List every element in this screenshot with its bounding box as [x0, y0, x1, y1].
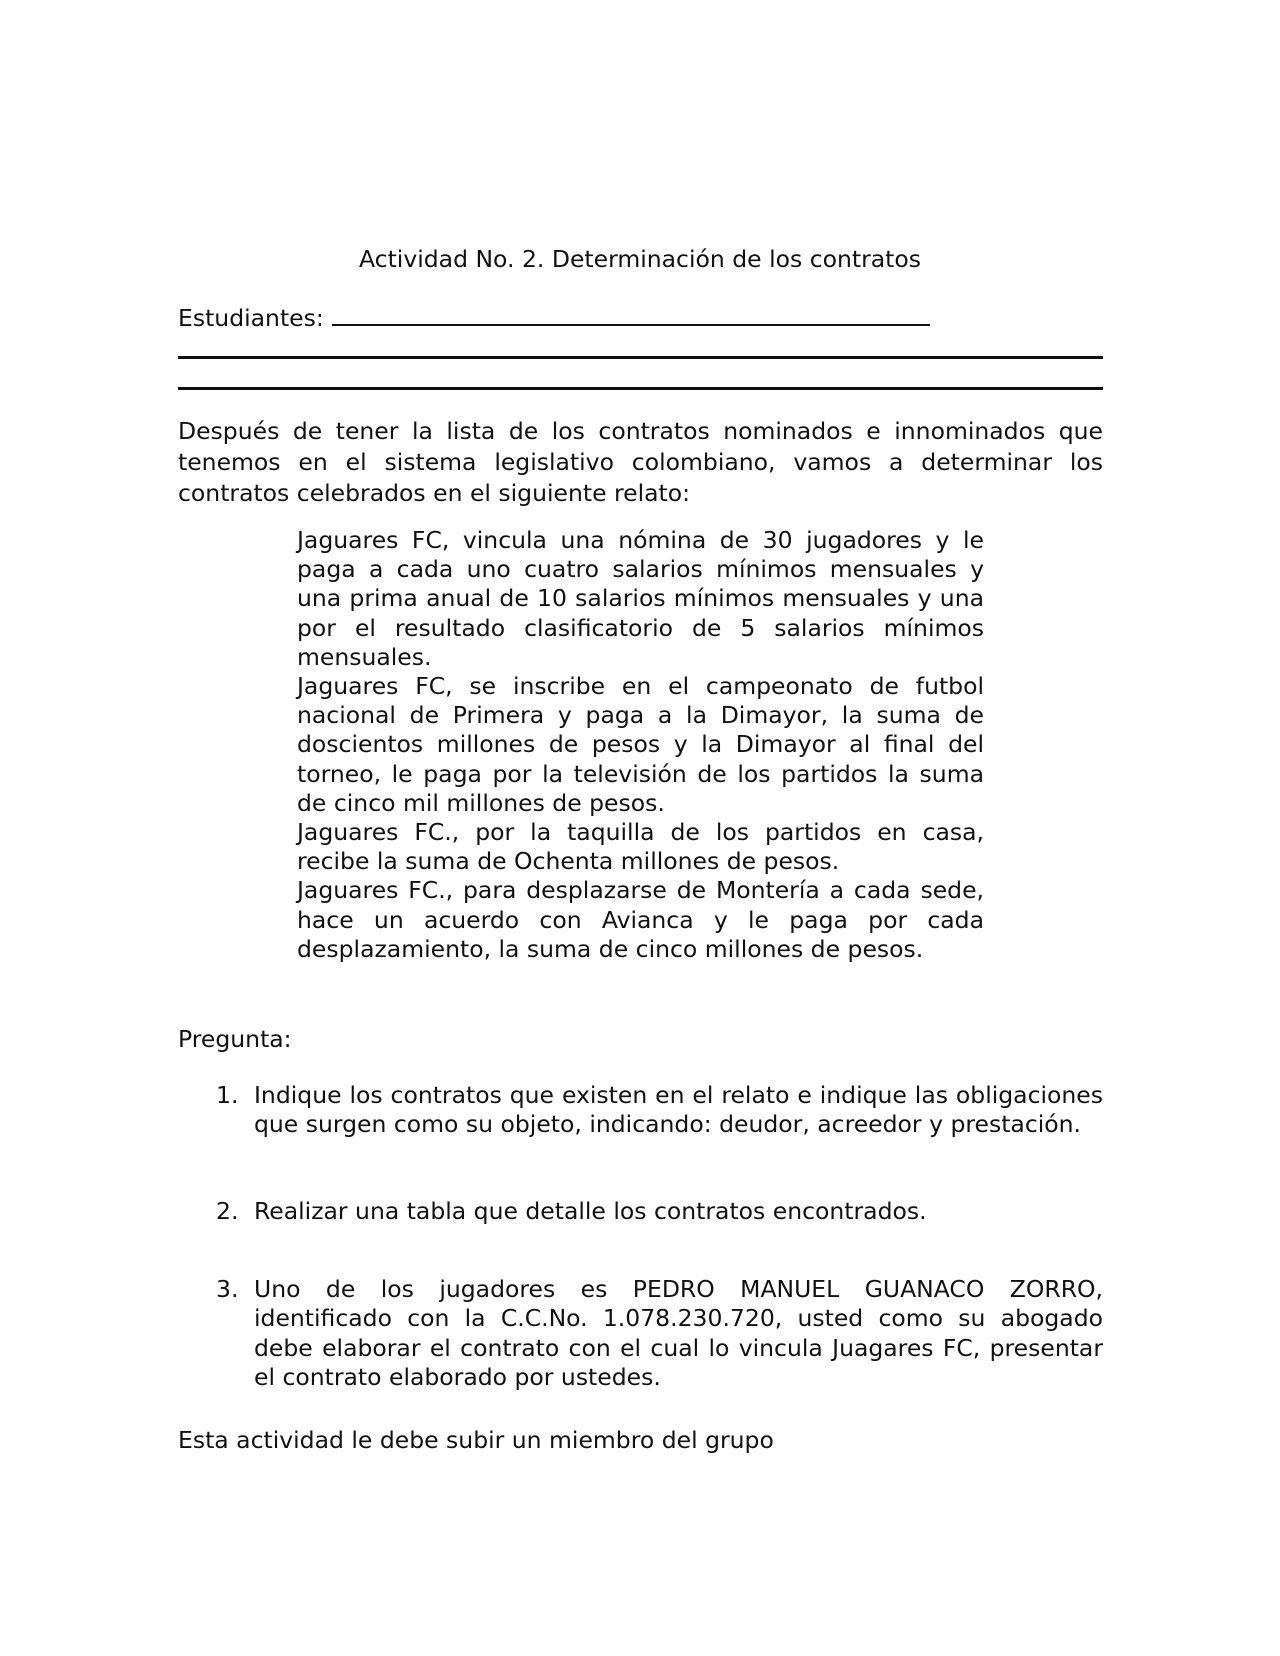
- blank-rule-2: [178, 387, 1103, 390]
- story-paragraph: Jaguares FC., por la taquilla de los partidos en casa, recibe la suma de Ochenta millones de pesos.: [297, 818, 984, 876]
- question-text: Uno de los jugadores es PEDRO MANUEL GUANACO ZORRO, identificado con la C.C.No. 1.078.230.720, usted como su abogado debe elaborar el contrato con el cual lo vincula Juagares FC, presentar el contrato elaborado por ustedes.: [254, 1275, 1103, 1392]
- story-paragraph: Jaguares FC, vincula una nómina de 30 jugadores y le paga a cada uno cuatro salarios mínimos mensuales y una prima anual de 10 salarios mínimos mensuales y una por el resultado clasificatorio de 5 salarios mínimos mensuales.: [297, 526, 984, 671]
- story-block: [297, 526, 984, 964]
- question-item: [178, 1081, 1103, 1140]
- question-number: 3.: [216, 1275, 239, 1303]
- students-label: Estudiantes:: [178, 304, 324, 332]
- question-item: [178, 1275, 1103, 1393]
- blank-rule-1: [178, 356, 1103, 359]
- question-item: [178, 1197, 1103, 1226]
- page-title: Actividad No. 2. Determinación de los contratos: [359, 245, 921, 273]
- question-number: 1.: [216, 1081, 239, 1109]
- students-blank-line: [332, 302, 930, 326]
- question-text: Realizar una tabla que detalle los contratos encontrados.: [254, 1197, 927, 1225]
- intro-paragraph: Después de tener la lista de los contratos nominados e innominados que tenemos en el sistema legislativo colombiano, vamos a determinar los contratos celebrados en el siguiente relato:: [178, 417, 1103, 507]
- story-paragraph: Jaguares FC, se inscribe en el campeonato de futbol nacional de Primera y paga a la Dimayor, la suma de doscientos millones de pesos y la Dimayor al final del torneo, le paga por la televisión de los partidos la suma de cinco mil millones de pesos.: [297, 672, 984, 817]
- question-label: Pregunta:: [178, 1025, 292, 1053]
- closing-note: Esta actividad le debe subir un miembro del grupo: [178, 1426, 774, 1454]
- story-paragraph: Jaguares FC., para desplazarse de Montería a cada sede, hace un acuerdo con Avianca y le paga por cada desplazamiento, la suma de cinco millones de pesos.: [297, 876, 984, 963]
- question-text: Indique los contratos que existen en el relato e indique las obligaciones que surgen como su objeto, indicando: deudor, acreedor y prestación.: [254, 1081, 1103, 1139]
- question-number: 2.: [216, 1197, 239, 1225]
- students-line: [178, 302, 930, 333]
